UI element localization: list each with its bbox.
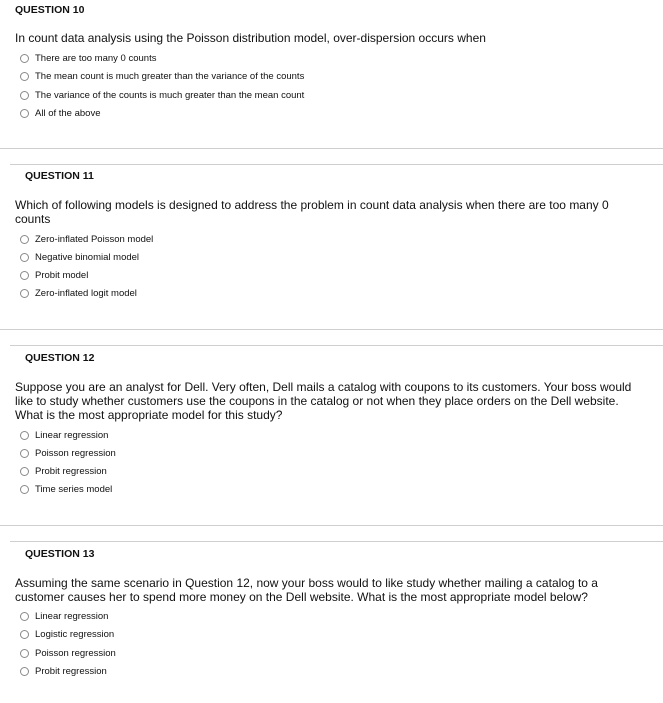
radio-button-icon[interactable] xyxy=(20,449,29,458)
radio-button-icon[interactable] xyxy=(20,72,29,81)
question-divider xyxy=(0,329,663,330)
question-10-option-2[interactable] xyxy=(20,68,304,84)
question-12-text: Suppose you are an analyst for Dell. Very often, Dell mails a catalog with coupons to its customers. Your boss would like to study whether customers use the coupons in the catalog or not when they place orders on the Dell website. What is the most appropriate model for this study? xyxy=(15,380,632,422)
question-11-option-4[interactable] xyxy=(20,285,137,301)
question-10-option-4[interactable] xyxy=(20,105,101,121)
option-label: Probit regression xyxy=(35,465,107,477)
radio-button-icon[interactable] xyxy=(20,649,29,658)
radio-button-icon[interactable] xyxy=(20,271,29,280)
radio-button-icon[interactable] xyxy=(20,612,29,621)
question-12-option-3[interactable] xyxy=(20,463,107,479)
option-label: The variance of the counts is much greater than the mean count xyxy=(35,89,305,101)
question-12-header: QUESTION 12 xyxy=(25,352,95,364)
option-label: All of the above xyxy=(35,107,101,119)
question-10-option-3[interactable] xyxy=(20,87,304,103)
question-11-text: Which of following models is designed to address the problem in count data analysis when there are too many 0 counts xyxy=(15,198,609,226)
option-label: Linear regression xyxy=(35,610,109,622)
question-11-option-1[interactable] xyxy=(20,231,153,247)
option-label: The mean count is much greater than the variance of the counts xyxy=(35,70,305,82)
option-label: Zero-inflated logit model xyxy=(35,287,137,299)
question-13-option-2[interactable] xyxy=(20,626,114,642)
option-label: Probit model xyxy=(35,269,89,281)
radio-button-icon[interactable] xyxy=(20,630,29,639)
radio-button-icon[interactable] xyxy=(20,467,29,476)
radio-button-icon[interactable] xyxy=(20,485,29,494)
option-label: Poisson regression xyxy=(35,647,116,659)
question-11-header: QUESTION 11 xyxy=(25,170,94,182)
option-label: Negative binomial model xyxy=(35,251,140,263)
question-10-text: In count data analysis using the Poisson distribution model, over-dispersion occurs when xyxy=(15,31,486,45)
radio-button-icon[interactable] xyxy=(20,54,29,63)
question-divider xyxy=(0,148,663,149)
question-divider xyxy=(10,541,663,542)
radio-button-icon[interactable] xyxy=(20,667,29,676)
question-13-option-1[interactable] xyxy=(20,608,108,624)
option-label: Probit regression xyxy=(35,665,107,677)
question-11-option-3[interactable] xyxy=(20,267,88,283)
question-12-option-2[interactable] xyxy=(20,445,116,461)
option-label: Logistic regression xyxy=(35,628,115,640)
radio-button-icon[interactable] xyxy=(20,431,29,440)
option-label: Linear regression xyxy=(35,429,109,441)
question-10-option-1[interactable] xyxy=(20,50,156,66)
question-divider xyxy=(10,345,663,346)
radio-button-icon[interactable] xyxy=(20,253,29,262)
question-13-option-4[interactable] xyxy=(20,663,107,679)
radio-button-icon[interactable] xyxy=(20,109,29,118)
question-11-option-2[interactable] xyxy=(20,249,139,265)
radio-button-icon[interactable] xyxy=(20,91,29,100)
radio-button-icon[interactable] xyxy=(20,289,29,298)
option-label: Poisson regression xyxy=(35,447,116,459)
question-12-option-4[interactable] xyxy=(20,481,112,497)
question-divider xyxy=(10,164,663,165)
question-13-option-3[interactable] xyxy=(20,645,116,661)
question-10-header: QUESTION 10 xyxy=(15,4,85,16)
question-13-text: Assuming the same scenario in Question 12, now your boss would to like study whether mailing a catalog to a customer causes her to spend more money on the Dell website. What is the most appropriate model below? xyxy=(15,576,598,604)
question-13-header: QUESTION 13 xyxy=(25,548,95,560)
option-label: Time series model xyxy=(35,483,113,495)
option-label: Zero-inflated Poisson model xyxy=(35,233,154,245)
radio-button-icon[interactable] xyxy=(20,235,29,244)
option-label: There are too many 0 counts xyxy=(35,52,157,64)
question-divider xyxy=(0,525,663,526)
question-12-option-1[interactable] xyxy=(20,427,108,443)
